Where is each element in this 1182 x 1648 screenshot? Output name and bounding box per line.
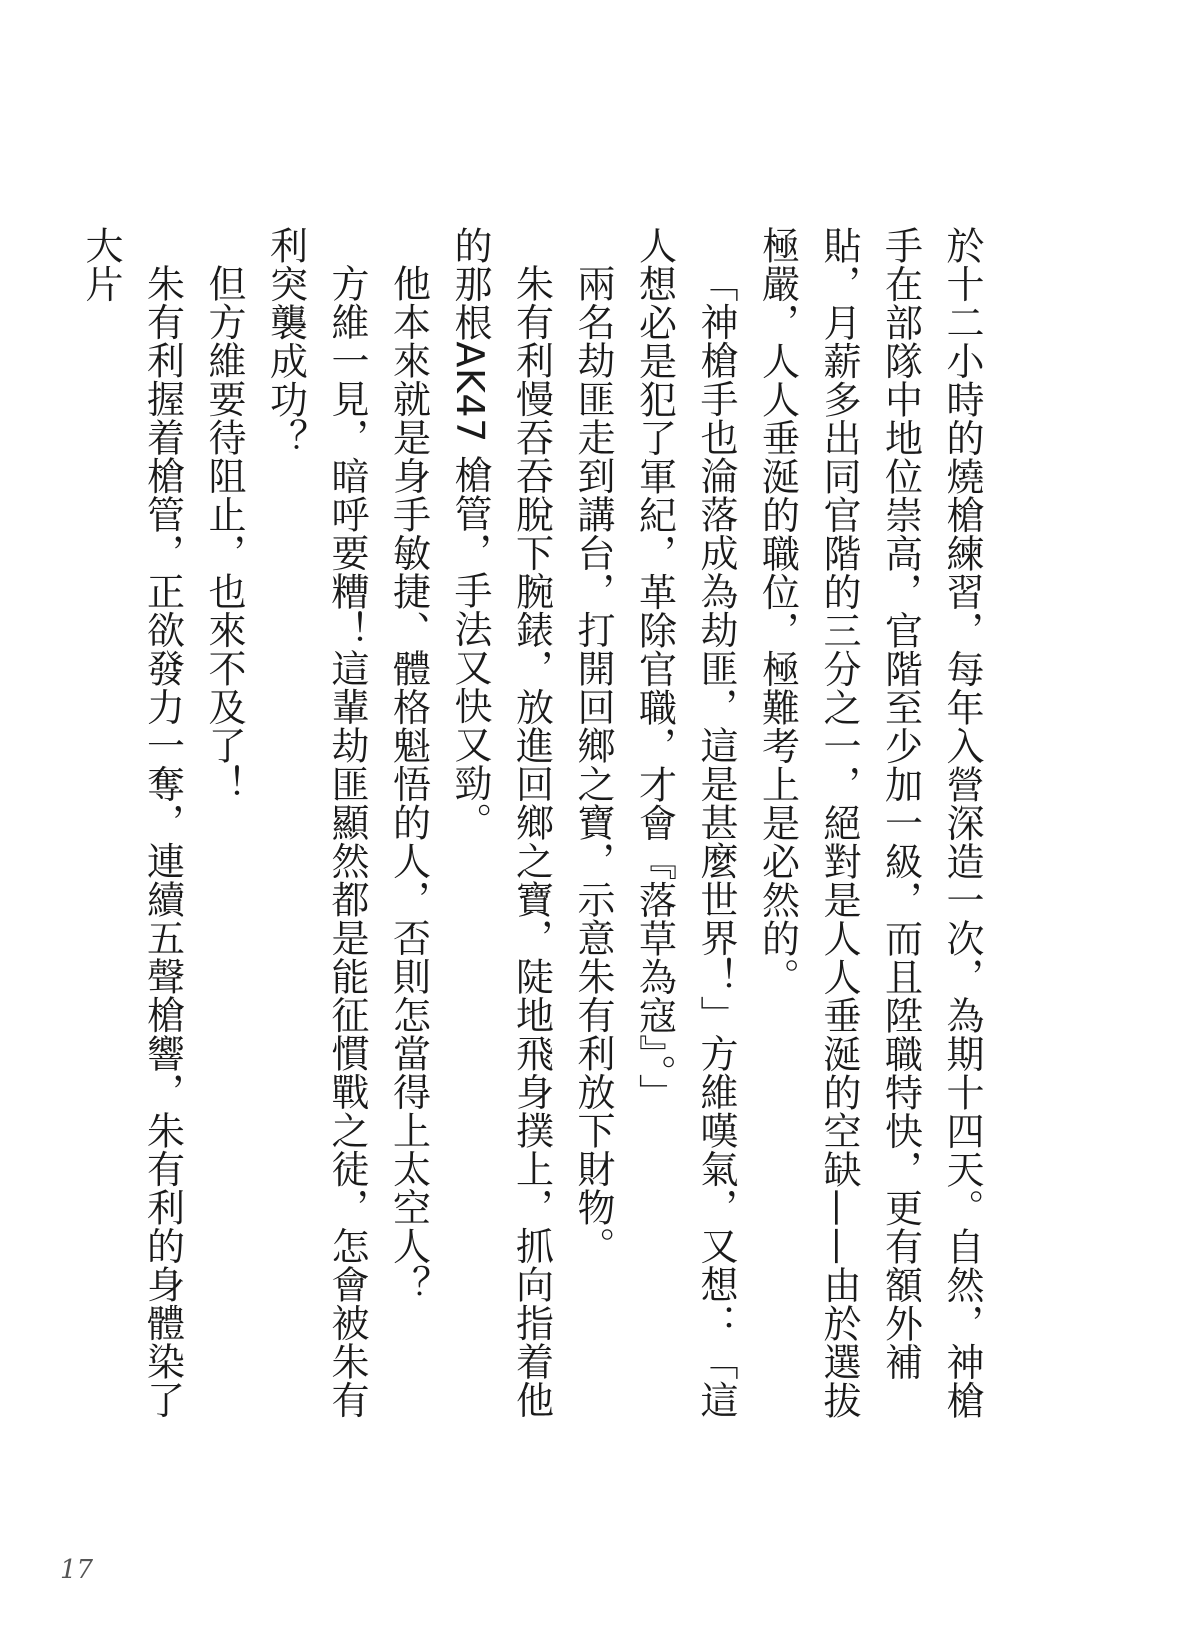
paragraph-4: 朱有利慢吞吞脫下腕錶，放進回鄉之寶，陡地飛身撲上，抓向指着他的那根AK47 槍管，手法又快又勁。 <box>448 226 554 1419</box>
body-text <box>70 226 993 1456</box>
paragraph-6: 方維一見，暗呼要糟！這輩劫匪顯然都是能征慣戰之徒，怎會被朱有利突襲成功？ <box>263 226 369 1419</box>
paragraph-2: 「神槍手也淪落成為劫匪，這是甚麼世界！」方維嘆氣，又想：「這人想必是犯了軍紀，革除官職，才會『落草為寇』。」 <box>632 226 738 1419</box>
paragraph-7: 但方維要待阻止，也來不及了！ <box>202 264 246 803</box>
paragraph-5: 他本來就是身手敏捷、體格魁悟的人，否則怎當得上太空人？ <box>386 264 431 1304</box>
paragraph-3: 兩名劫匪走到講台，打開回鄉之寶，示意朱有利放下財物。 <box>571 264 615 1265</box>
page-number: 17 <box>60 1555 94 1585</box>
paragraph-1: 於十二小時的燒槍練習，每年入營深造一次，為期十四天。自然，神槍手在部隊中地位崇高，官階至少加一級，而且陞職特快，更有額外補貼，月薪多出同官階的三分之一，絕對是人人垂涎的空缺——由於選拔極嚴，人人垂涎的職位，極難考上是必然的。 <box>755 226 984 1420</box>
paragraph-8: 朱有利握着槍管，正欲發力一奪，連續五聲槍響，朱有利的身體染了大片 <box>79 226 185 1419</box>
